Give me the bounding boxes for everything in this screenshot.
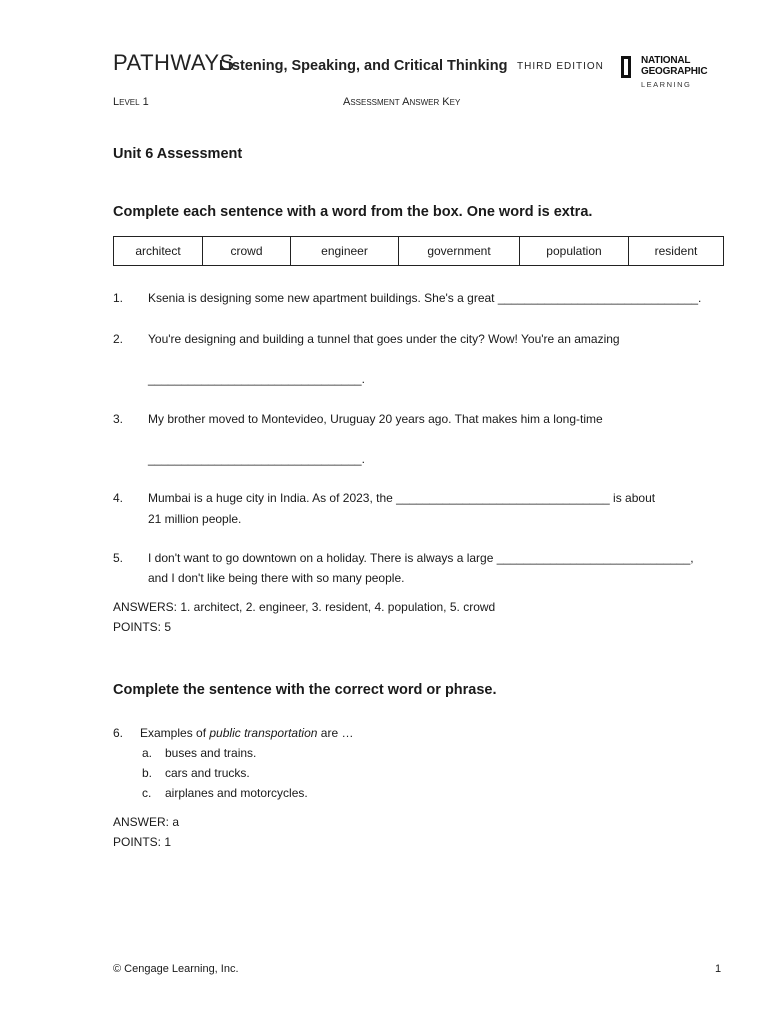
question-number: 2. [113, 332, 124, 346]
word-box-cell: resident [629, 237, 724, 266]
publisher-learning: LEARNING [641, 80, 692, 89]
question-number: 5. [113, 551, 124, 565]
question-number: 1. [113, 291, 124, 305]
page-number: 1 [715, 963, 722, 975]
section1-instructions: Complete each sentence with a word from the box. One word is extra. [113, 204, 593, 220]
word-box-cell: population [520, 237, 629, 266]
publisher-name: NATIONAL GEOGRAPHIC [641, 55, 708, 77]
word-box-cell: engineer [291, 237, 399, 266]
question-3-blank: ________________________________. [148, 452, 365, 466]
question-2-blank: ________________________________. [148, 372, 365, 386]
word-box-cell: government [399, 237, 520, 266]
unit-title: Unit 6 Assessment [113, 146, 243, 162]
question-1-text: Ksenia is designing some new apartment buildings. She's a great ______________________________. [148, 291, 702, 305]
section2-answer: ANSWER: a [113, 815, 180, 829]
option-letter: a. [142, 746, 153, 760]
document-title: Assessment Answer Key [343, 96, 461, 108]
word-box-cell: crowd [203, 237, 291, 266]
question-2-text: You're designing and building a tunnel that goes under the city? Wow! You're an amazing [148, 332, 620, 346]
question-5-text: I don't want to go downtown on a holiday. There is always a large _____________________________, [148, 551, 694, 565]
question-5-text-cont: and I don't like being there with so many people. [148, 571, 405, 585]
section2-points: POINTS: 1 [113, 835, 172, 849]
question-6-text: Examples of public transportation are … [140, 726, 354, 740]
section1-points: POINTS: 5 [113, 620, 172, 634]
option-text: airplanes and motorcycles. [165, 786, 308, 800]
option-letter: b. [142, 766, 153, 780]
option-text: cars and trucks. [165, 766, 250, 780]
section2-instructions: Complete the sentence with the correct word or phrase. [113, 682, 497, 698]
question-number: 4. [113, 491, 124, 505]
question-4-text-cont: 21 million people. [148, 512, 242, 526]
publisher-logo [621, 54, 711, 92]
brand-logo-text: PATHWAYS [113, 50, 235, 75]
section1-answers: ANSWERS: 1. architect, 2. engineer, 3. resident, 4. population, 5. crowd [113, 600, 496, 614]
question-4-text: Mumbai is a huge city in India. As of 2023, the ________________________________ is about [148, 491, 656, 505]
question-3-text: My brother moved to Montevideo, Uruguay 20 years ago. That makes him a long-time [148, 412, 603, 426]
copyright-footer: © Cengage Learning, Inc. [113, 963, 239, 975]
series-subtitle: Listening, Speaking, and Critical Thinking [219, 58, 508, 74]
level-label: Level 1 [113, 96, 149, 108]
edition-label: THIRD EDITION [517, 61, 604, 72]
question-number: 3. [113, 412, 124, 426]
word-box [113, 236, 724, 266]
option-text: buses and trains. [165, 746, 257, 760]
question-number: 6. [113, 726, 124, 740]
option-letter: c. [142, 786, 152, 800]
word-box-cell: architect [114, 237, 203, 266]
ng-yellow-border-icon [621, 56, 631, 78]
